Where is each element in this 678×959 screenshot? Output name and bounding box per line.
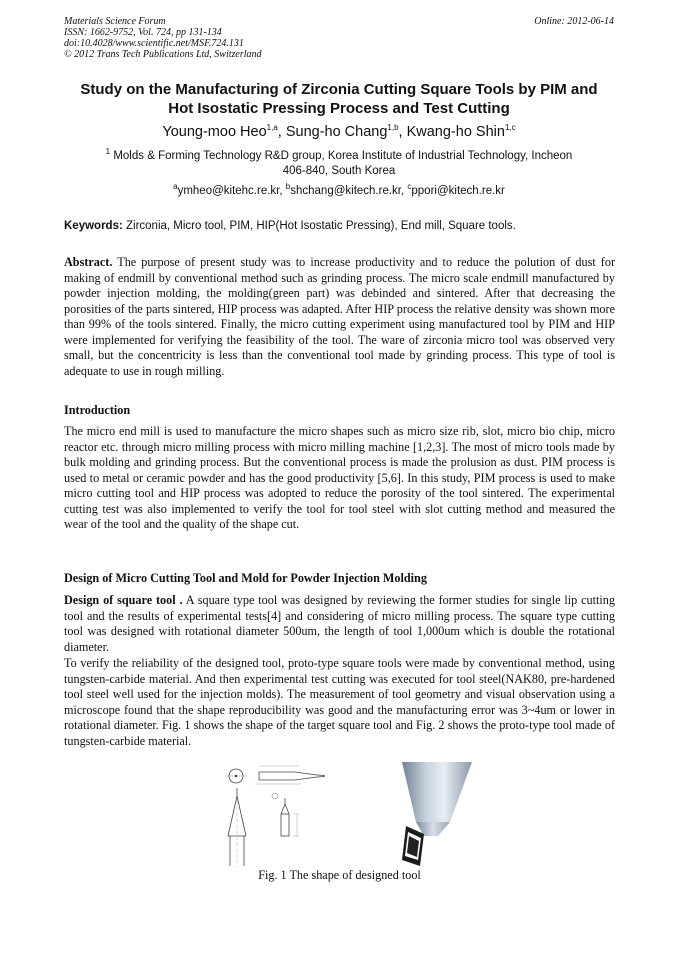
tool-tip-detail [281, 798, 299, 836]
email-c[interactable]: ppori@kitech.re.kr [411, 185, 505, 197]
email-a-sup: a [173, 182, 178, 192]
email-b[interactable]: shchang@kitech.re.kr, [290, 185, 405, 197]
abstract-label: Abstract. [64, 255, 113, 269]
design-paragraph-1 [64, 593, 615, 655]
introduction-heading: Introduction [64, 403, 131, 417]
email-list [40, 184, 638, 199]
keywords [64, 219, 624, 234]
author-list: Young-moo Heo$^{1,a}$, Sung-ho Chang$^{1,b}$, Kwang-ho Shin$^{1,c}$ [162, 123, 516, 140]
author-1: Young-moo Heo [162, 124, 267, 140]
affiliation-line-2: 406-840, South Korea [282, 165, 396, 177]
title-line-1: Study on the Manufacturing of Zirconia Cutting Square Tools by PIM and [80, 81, 598, 98]
abstract [64, 255, 615, 379]
author-3-sup: 1,c [504, 123, 516, 133]
tool-side-view [255, 766, 325, 784]
online-date: Online: 2012-06-14 [534, 16, 614, 27]
paper-title [40, 80, 638, 118]
email-b-sup: b [285, 182, 291, 192]
design-heading: Design of Micro Cutting Tool and Mold for Powder Injection Molding [64, 571, 427, 585]
author-1-sup: 1,a [266, 123, 278, 133]
design-sublabel: Design of square tool . [64, 593, 183, 607]
design-para1-text: A square type tool was designed by reviewing the former studies for single lip cutting tool and the results of experimental tests[4] and considering of micro milling process. The square type cutting tool was designed with rotational diameter 500um, the length of tool 1,000um which is double the rotational diameter. [64, 593, 615, 654]
abstract-text: The purpose of present study was to increase productivity and to reduce the polution of dust for making of endmill by conventional method such as grinding process. The micro scale endmill manufactured by powder injection molding, the molding(green part) was debinded and sintered. After that decreasing the porosities of the parts sintered, HIP process was adapted. After HIP process the relative density was shown more than 99% of the tools sintered. Finally, the micro cutting experiment using manufactured tool by PIM and HIP were implemented for verifying the feasibility of the tool. The ware of zirconia micro tool was observed very small, but the concentricity is less than the conventional tool made by grinding process. This type of tool is adequate to use in rough milling. [64, 255, 616, 378]
issn-line: ISSN: 1662-9752, Vol. 724, pp 131-134 [64, 27, 222, 38]
figure-caption: Fig. 1 The shape of designed tool [258, 868, 421, 882]
email-a[interactable]: ymheo@kitehc.re.kr, [177, 185, 283, 197]
title-line-2: Hot Isostatic Pressing Process and Test Cutting [168, 100, 510, 117]
affiliation [70, 149, 608, 179]
tool-end-view [225, 769, 247, 783]
email-c-sup: c [407, 182, 412, 192]
author-2-sup: 1,b [387, 123, 399, 133]
affiliation-line-1: Molds & Forming Technology R&D group, Korea Institute of Industrial Technology, Incheon [113, 150, 573, 162]
tool-front-view [228, 788, 246, 868]
keywords-label: Keywords: [64, 220, 123, 232]
tool-3d-render [394, 762, 476, 872]
copyright-line: © 2012 Trans Tech Publications Ltd, Switzerland [64, 49, 262, 60]
author-3: Kwang-ho Shin [406, 124, 505, 140]
affiliation-sup: 1 [105, 147, 111, 157]
keywords-text: Zirconia, Micro tool, PIM, HIP(Hot Isostatic Pressing), End mill, Square tools. [126, 220, 516, 232]
tool-shank-body [402, 762, 472, 822]
journal-header [64, 16, 262, 60]
introduction-text: The micro end mill is used to manufacture the micro shapes such as micro size rib, slot, micro bio chip, micro reactor etc. through micro milling process with micro milling machine [1,2,3]. The most of micro tools made by bulk molding and grinding process. But the conventional process is made the prolusion as dust. PIM process is used to metal or ceramic powder and has the good productivity [5,6]. In this study, PIM process is used to make micro cutting tool and HIP process was adopted to reduce the porosity of the tool sintered. The experimental cutting test was also implemented to verify the tool for tool steel with slot cutting method and measured the wear of the tool and the quality of the shape cut. [64, 424, 615, 531]
journal-name: Materials Science Forum [64, 16, 166, 27]
doi-line: doi:10.4028/www.scientific.net/MSF.724.131 [64, 38, 244, 49]
author-2: Sung-ho Chang [285, 124, 388, 140]
tool-drawing-figure [219, 760, 330, 868]
detail-circle [272, 793, 278, 799]
design-paragraph-2: To verify the reliability of the designed tool, proto-type square tools were made by conventional method, using tungsten-carbide material. And then experimental test cutting was executed for tool steel(NAK80, pre-hardened tool steel well used for the injection molds). The measurement of tool geometry and visual observation using a microscope found that the shape reproducibility was good and the manufacturing error was 3~4um or lower in rotational diameter. Fig. 1 shows the shape of the target square tool and Fig. 2 shows the proto-type tool made of tungsten-carbide material. [64, 656, 615, 748]
